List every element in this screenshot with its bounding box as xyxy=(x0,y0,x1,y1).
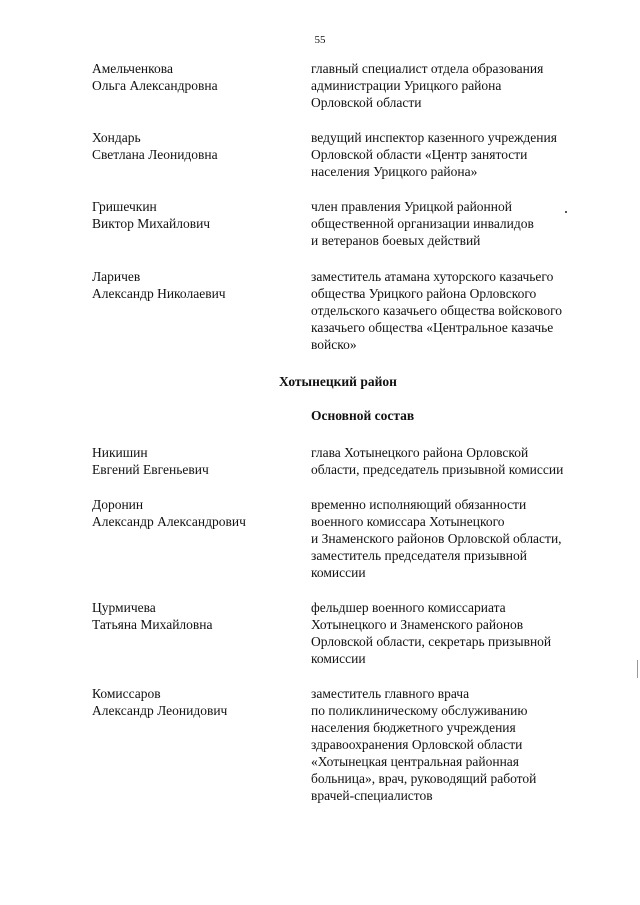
member-position xyxy=(311,198,611,249)
surname: Гришечкин xyxy=(92,199,157,214)
surname: Амельченкова xyxy=(92,61,173,76)
given-names: Александр Николаевич xyxy=(92,286,226,301)
section-subtitle: Основной состав xyxy=(311,408,415,423)
position-line: временно исполняющий обязанности xyxy=(311,497,527,512)
member-name xyxy=(92,129,302,163)
position-line: заместитель атамана хуторского казачьего xyxy=(311,269,554,284)
position-line: врачей-специалистов xyxy=(311,788,433,803)
position-line: Хотынецкого и Знаменского районов xyxy=(311,617,524,632)
position-line: заместитель председателя призывной xyxy=(311,548,527,563)
position-line: населения Урицкого района» xyxy=(311,164,478,179)
member-position xyxy=(311,268,611,353)
position-line: ведущий инспектор казенного учреждения xyxy=(311,130,557,145)
given-names: Татьяна Михайловна xyxy=(92,617,213,632)
position-line: и ветеранов боевых действий xyxy=(311,233,481,248)
position-line: комиссии xyxy=(311,651,366,666)
member-position xyxy=(311,60,611,111)
position-line: «Хотынецкая центральная районная xyxy=(311,754,519,769)
position-line: по поликлиническому обслуживанию xyxy=(311,703,528,718)
surname: Ларичев xyxy=(92,269,141,284)
surname: Хондарь xyxy=(92,130,141,145)
member-position xyxy=(311,599,611,667)
member-position xyxy=(311,496,611,581)
given-names: Александр Леонидович xyxy=(92,703,228,718)
member-name xyxy=(92,444,302,478)
position-line: отдельского казачьего общества войскового xyxy=(311,303,563,318)
member-name xyxy=(92,685,302,719)
surname: Никишин xyxy=(92,445,148,460)
position-line: больница», врач, руководящий работой xyxy=(311,771,537,786)
member-position xyxy=(311,685,611,804)
position-line: фельдшер военного комиссариата xyxy=(311,600,506,615)
position-line: заместитель главного врача xyxy=(311,686,470,701)
position-line: глава Хотынецкого района Орловской xyxy=(311,445,529,460)
scan-edge-mark xyxy=(637,660,638,678)
surname: Комиссаров xyxy=(92,686,161,701)
position-line: комиссии xyxy=(311,565,366,580)
position-line: член правления Урицкой районной xyxy=(311,199,512,214)
position-line: общественной организации инвалидов xyxy=(311,216,534,231)
position-line: войско» xyxy=(311,337,357,352)
district-title: Хотынецкий район xyxy=(279,374,397,389)
given-names: Светлана Леонидовна xyxy=(92,147,218,162)
member-name xyxy=(92,60,302,94)
member-name xyxy=(92,198,302,232)
page-number: 55 xyxy=(314,34,326,46)
surname: Доронин xyxy=(92,497,144,512)
position-line: общества Урицкого района Орловского xyxy=(311,286,537,301)
given-names: Ольга Александровна xyxy=(92,78,218,93)
member-position xyxy=(311,444,611,478)
given-names: Евгений Евгеньевич xyxy=(92,462,209,477)
position-line: Орловской области «Центр занятости xyxy=(311,147,528,162)
position-line: населения бюджетного учреждения xyxy=(311,720,516,735)
position-line: главный специалист отдела образования xyxy=(311,61,544,76)
member-name xyxy=(92,599,302,633)
position-line: администрации Урицкого района xyxy=(311,78,502,93)
given-names: Виктор Михайлович xyxy=(92,216,211,231)
position-line: области, председатель призывной комиссии xyxy=(311,462,564,477)
member-name xyxy=(92,496,302,530)
position-line: военного комиссара Хотынецкого xyxy=(311,514,505,529)
member-position xyxy=(311,129,611,180)
position-line: Орловской области, секретарь призывной xyxy=(311,634,552,649)
position-line: Орловской области xyxy=(311,95,422,110)
given-names: Александр Александрович xyxy=(92,514,246,529)
member-name xyxy=(92,268,302,302)
position-line: и Знаменского районов Орловской области, xyxy=(311,531,562,546)
surname: Цурмичева xyxy=(92,600,156,615)
position-line: казачьего общества «Центральное казачье xyxy=(311,320,554,335)
position-line: здравоохранения Орловской области xyxy=(311,737,523,752)
scan-speck xyxy=(565,211,567,213)
